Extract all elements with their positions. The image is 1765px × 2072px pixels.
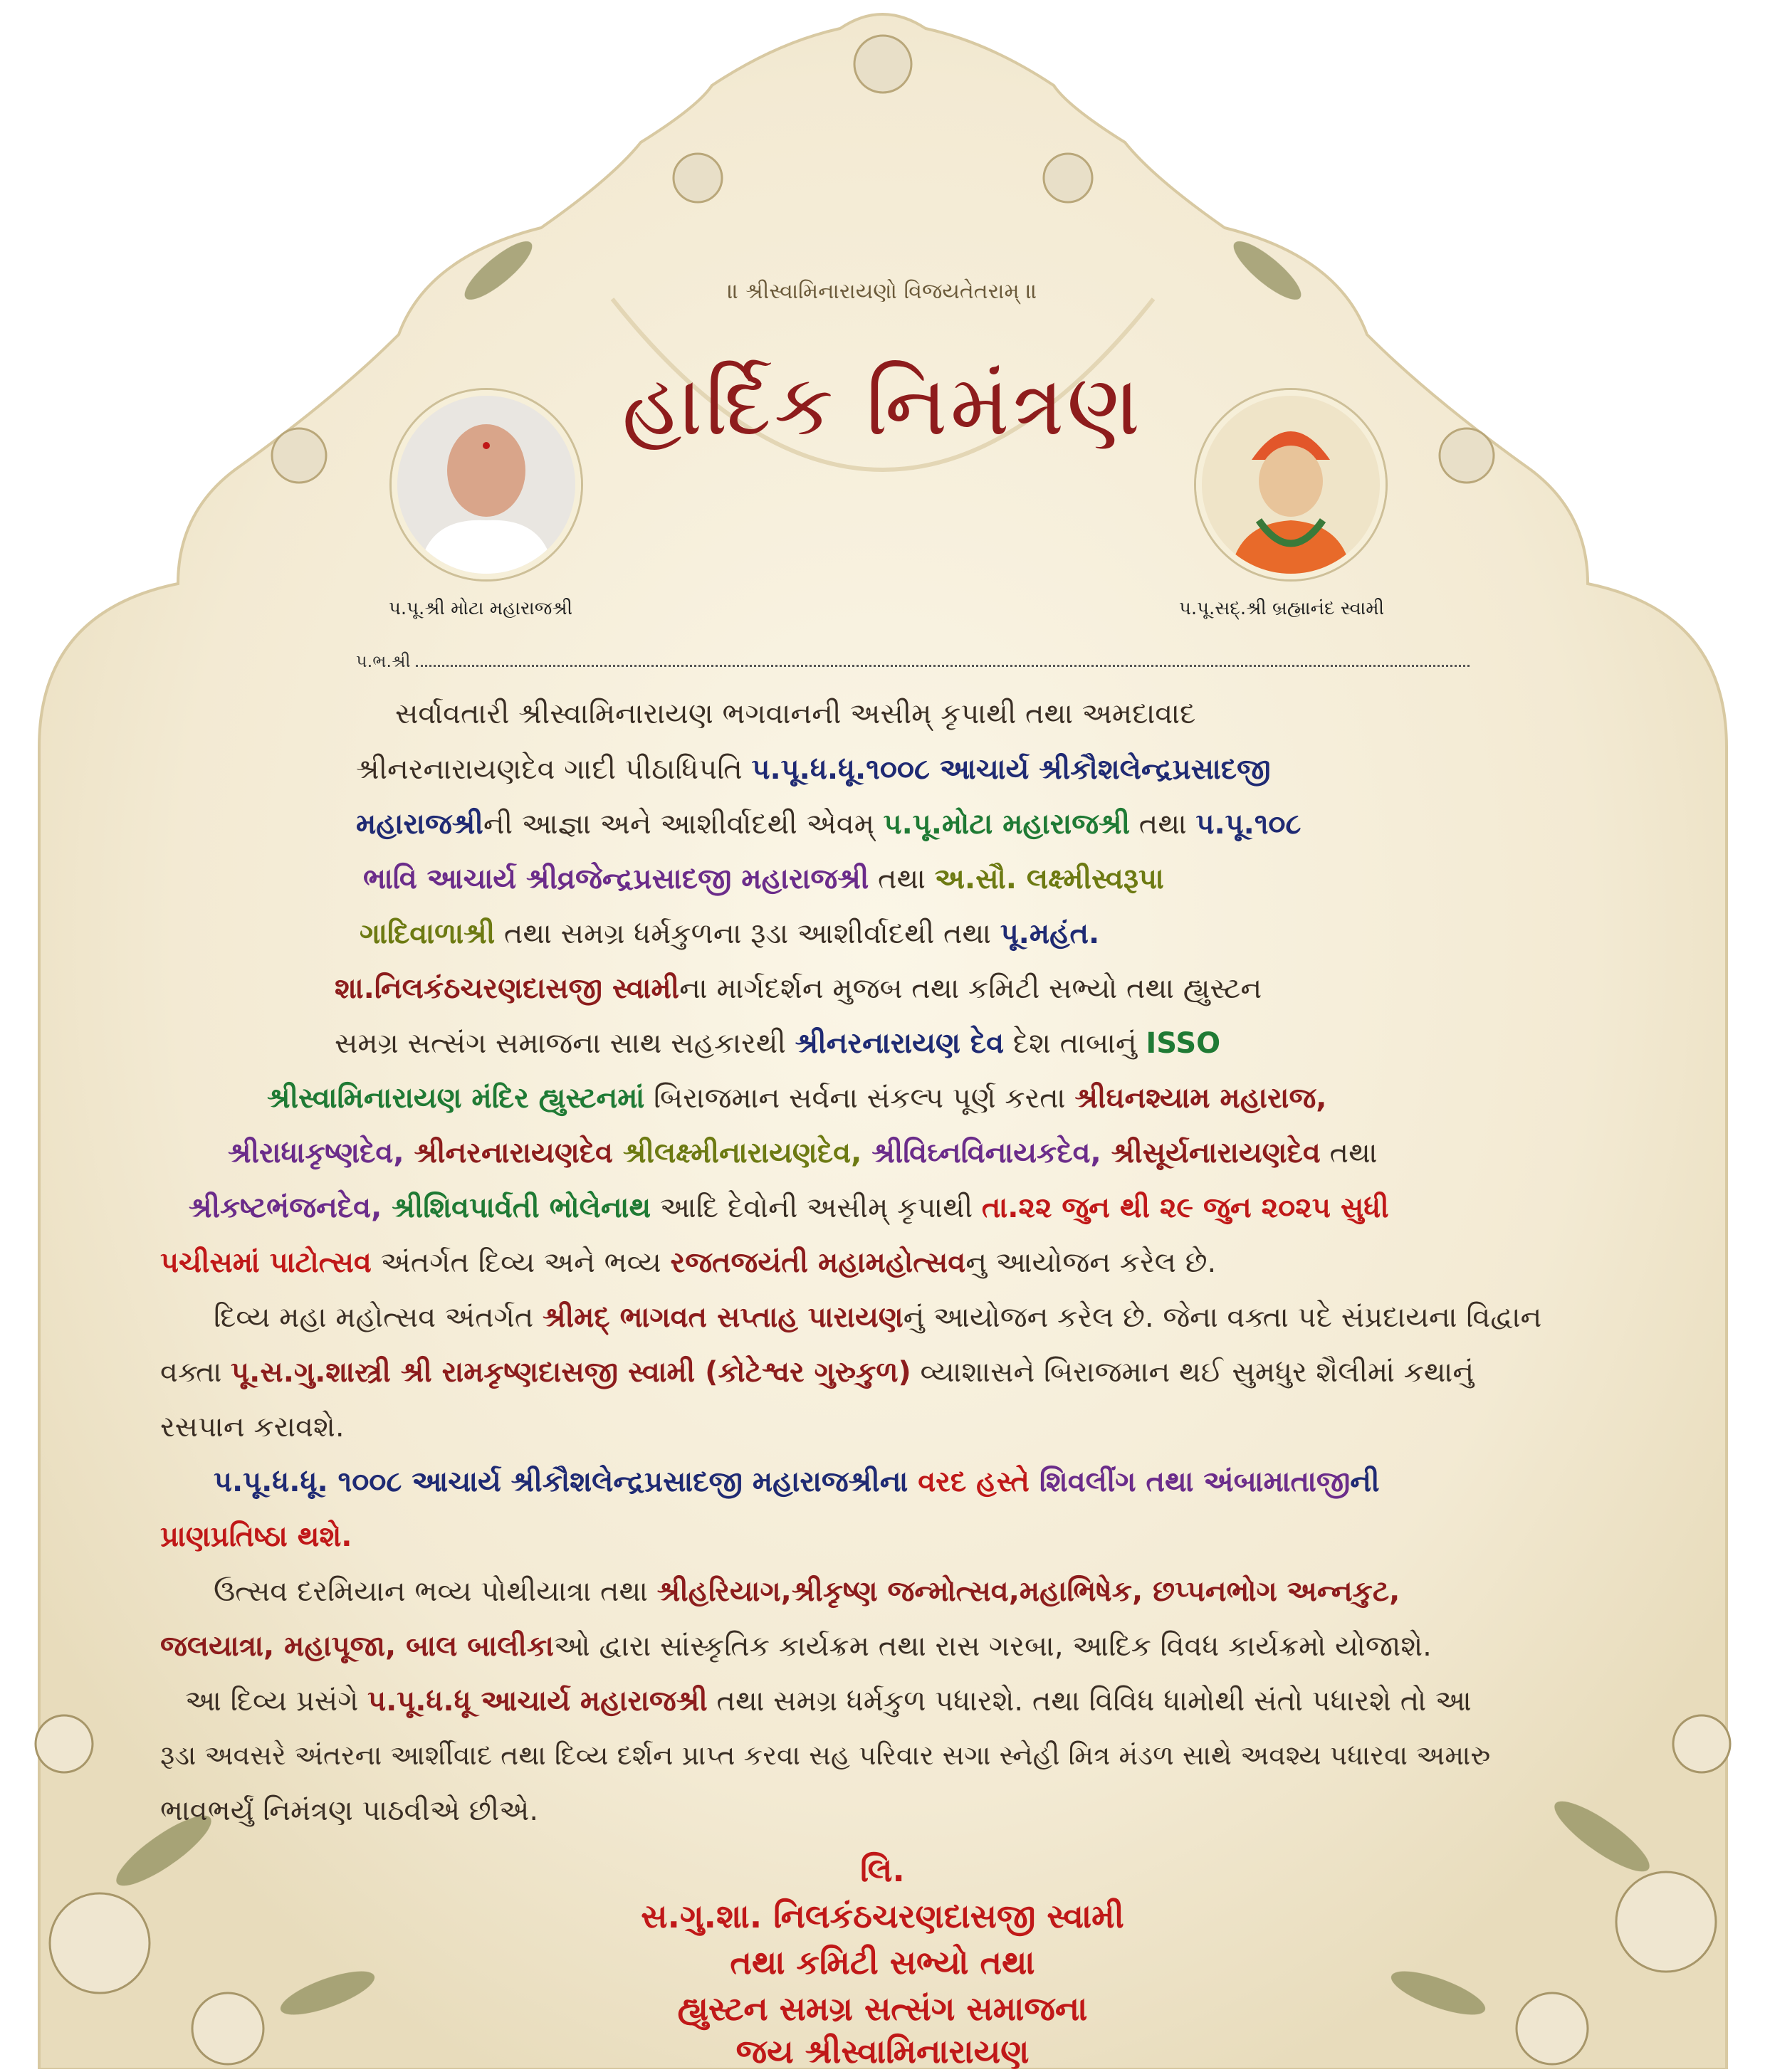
body-line: વક્તા પૂ.સ.ગુ.શાસ્ત્રી શ્રી રામકૃષ્ણદાસજી સ્વામી (કોટેશ્વર ગુરુકુળ) વ્યાશાસને બિરાજમાન થઈ સુમધુર શૈલીમાં કથાનું xyxy=(160,1356,1475,1389)
signature-line-2: તથા કમિટી સભ્યો તથા xyxy=(730,1943,1035,1982)
body-line: ભાવિ આચાર્ય શ્રીવ્રજેન્દ્રપ્રસાદજી મહારાજશ્રી તથા અ.સૌ. લક્ષ્મીસ્વરૂપા xyxy=(363,863,1164,895)
body-line: પ્રાણપ્રતિષ્ઠા થશે. xyxy=(160,1520,352,1553)
signature-li: લિ. xyxy=(860,1851,905,1889)
body-line: પ.પૂ.ધ.ધૂ. ૧૦૦૮ આચાર્ય શ્રીકૌશલેન્દ્રપ્રસાદજી મહારાજશ્રીના વરદ હસ્તે શિવલીંગ તથા અંબામાતાજીની xyxy=(214,1466,1380,1498)
body-line: ગાદિવાળાશ્રી તથા સમગ્ર ધર્મકુળના રૂડા આશીર્વાદથી તથા પૂ.મહંત. xyxy=(360,917,1100,950)
caption-left: પ.પૂ.શ્રી મોટા મહારાજશ્રી xyxy=(388,598,573,619)
body-line: શ્રીનરનારાયણદેવ ગાદી પીઠાધિપતિ પ.પૂ.ધ.ધૂ.૧૦૦૮ આચાર્ય શ્રીકૌશલેન્દ્રપ્રસાદજી xyxy=(356,753,1271,786)
addressee-label: પ.ભ.શ્રી xyxy=(356,651,411,671)
body-line: ભાવભર્યું નિમંત્રણ પાઠવીએ છીએ. xyxy=(160,1794,539,1827)
body-line: રસપાન કરાવશે. xyxy=(160,1411,345,1443)
body-line: શ્રીરાધાકૃષ્ણદેવ, શ્રીનરનારાયણદેવ શ્રીલક્ષ્મીનારાયણદેવ, શ્રીવિઘ્નવિનાયકદેવ, શ્રીસૂર્યનારાયણદેવ તથા xyxy=(228,1137,1378,1169)
caption-right: પ.પૂ.સદ્.શ્રી બ્રહ્માનંદ સ્વામી xyxy=(1178,598,1385,619)
portrait-right xyxy=(1196,390,1386,579)
body-line: મહારાજશ્રીની આજ્ઞા અને આશીર્વાદથી એવમ્ પ.પૂ.મોટા મહારાજશ્રી તથા પ.પૂ.૧૦૮ xyxy=(356,808,1302,841)
body-line: જલયાત્રા, મહાપૂજા, બાલ બાલીકાઓ દ્વારા સાંસ્કૃતિક કાર્યક્રમ તથા રાસ ગરબા, આદિક વિવધ કાર્યક્રમો યોજાશે. xyxy=(160,1630,1432,1663)
signature-line-3: હ્યુસ્ટન સમગ્ર સત્સંગ સમાજના xyxy=(677,1989,1088,2028)
body-line: સર્વાવતારી શ્રીસ્વામિનારાયણ ભગવાનની અસીમ્ કૃપાથી તથા અમદાવાદ xyxy=(395,698,1196,730)
addressee-line xyxy=(356,651,1470,671)
body-line: શ્રીકષ્ટભંજનદેવ, શ્રીશિવપાર્વતી ભોલેનાથ આદિ દેવોની અસીમ્ કૃપાથી તા.૨૨ જુન થી ૨૯ જુન ૨૦૨૫ સુધી xyxy=(189,1192,1389,1224)
portrait-swami-icon xyxy=(1202,396,1380,574)
body-line: પચીસમાં પાટોત્સવ અંતર્ગત દિવ્ય અને ભવ્ય રજતજયંતી મહામહોત્સવનુ આયોજન કરેલ છે. xyxy=(160,1246,1217,1279)
addressee-blank xyxy=(416,652,1470,667)
body-line: સમગ્ર સત્સંગ સમાજના સાથ સહકારથી શ્રીનરનારાયણ દેવ દેશ તાબાનું ISSO xyxy=(335,1027,1221,1060)
body-line: ઉત્સવ દરમિયાન ભવ્ય પોથીયાત્રા તથા શ્રીહરિયાગ,શ્રીકૃષ્ણ જન્મોત્સવ,મહાભિષેક, છપ્પનભોગ અન્નકુટ, xyxy=(214,1575,1400,1608)
body-line: દિવ્ય મહા મહોત્સવ અંતર્ગત શ્રીમદ્ ભાગવત સપ્તાહ પારાયણનું આયોજન કરેલ છે. જેના વક્તા પદે સંપ્રદાયના વિદ્વાન xyxy=(214,1301,1542,1334)
body-line: શા.નિલકંઠચરણદાસજી સ્વામીના માર્ગદર્શન મુજબ તથા કમિટી સભ્યો તથા હ્યુસ્ટન xyxy=(335,972,1262,1005)
portrait-man-icon xyxy=(397,396,575,574)
body-line: આ દિવ્ય પ્રસંગે પ.પૂ.ધ.ધૂ આચાર્ય મહારાજશ્રી તથા સમગ્ર ધર્મકુળ પધારશે. તથા વિવિધ ધામોથી સંતો પધારશે તો આ xyxy=(185,1685,1472,1718)
portrait-left xyxy=(392,390,581,579)
invocation-text: ॥ શ્રીસ્વામિનારાયણો વિજયતેતરામ્ ॥ xyxy=(727,279,1038,304)
page-title: હાર્દિક નિમંત્રણ xyxy=(622,356,1143,454)
body-line: રૂડા અવસરે અંતરના આર્શીવાદ તથા દિવ્ય દર્શન પ્રાપ્ત કરવા સહ પરિવાર સગા સ્નેહી મિત્ર મંડળ સાથે અવશ્ય પધારવા અમારુ xyxy=(160,1740,1491,1771)
body-line: શ્રીસ્વામિનારાયણ મંદિર હ્યુસ્ટનમાં બિરાજમાન સર્વના સંકલ્પ પૂર્ણ કરતા શ્રીઘનશ્યામ મહારાજ, xyxy=(267,1082,1327,1115)
signature-line-4: જય શ્રીસ્વામિનારાયણ xyxy=(735,2032,1030,2071)
signature-line-1: સ.ગુ.શા. નિલકંઠચરણદાસજી સ્વામી xyxy=(641,1897,1124,1935)
